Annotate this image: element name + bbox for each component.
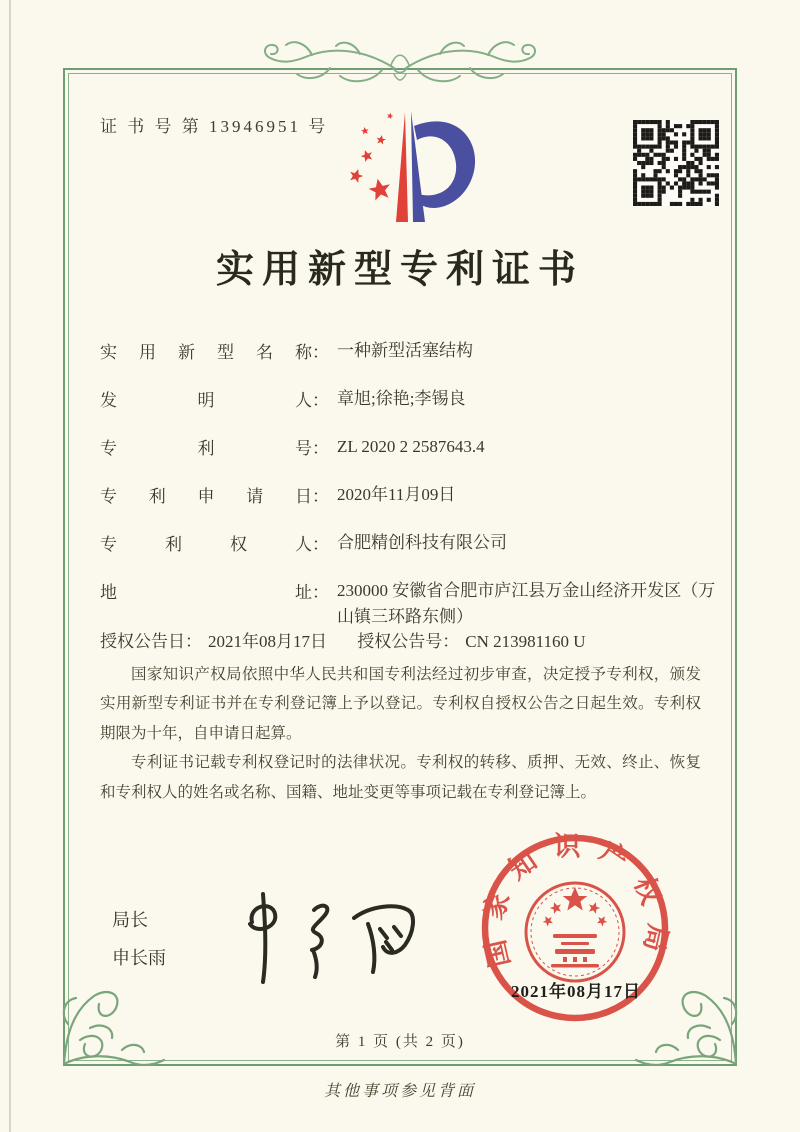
field-value: 230000 安徽省合肥市庐江县万金山经济开发区（万山镇三环路东侧）: [337, 581, 716, 627]
field-row-patentee: [100, 530, 729, 556]
grant-date-value: 2021年08月17日: [208, 632, 327, 651]
field-label: 地址: [100, 583, 312, 602]
cnipa-patent-logo-icon: [334, 98, 482, 236]
director-name: 申长雨: [112, 948, 166, 968]
field-colon: ：: [442, 632, 460, 651]
national-emblem-icon: [526, 883, 624, 981]
field-value: 章旭;徐艳;李锡良: [337, 389, 466, 408]
field-colon: ：: [312, 439, 329, 458]
field-value: ZL 2020 2 2587643.4: [337, 437, 485, 456]
field-row-patent-number: [100, 434, 729, 460]
field-value: 2020年11月09日: [337, 485, 456, 504]
field-colon: ：: [312, 343, 329, 362]
field-label: 专利号: [100, 439, 312, 458]
field-colon: ：: [312, 487, 329, 506]
field-colon: ：: [312, 583, 329, 602]
field-row-filing-date: [100, 482, 729, 508]
field-colon: ：: [185, 632, 202, 651]
certificate-number: 证 书 号 第 13946951 号: [100, 117, 329, 136]
field-label: 发明人: [100, 391, 312, 410]
back-side-note: 其他事项参见背面: [323, 1083, 476, 1100]
grant-no-value: CN 213981160 U: [465, 632, 586, 651]
scan-edge-line: [9, 0, 11, 1132]
legal-text-block: [100, 660, 701, 807]
grant-no-label: 授权公告号: [357, 632, 443, 651]
field-value: 合肥精创科技有限公司: [337, 533, 507, 552]
page-number: 第 1 页 (共 2 页): [335, 1034, 465, 1050]
field-row-inventors: [100, 386, 729, 412]
seal-date: 2021年08月17日: [511, 982, 641, 1001]
field-row-patent-name: [100, 338, 729, 364]
grant-date-label: 授权公告日: [100, 632, 185, 651]
field-value: 一种新型活塞结构: [337, 341, 473, 360]
seal-arc-text: 国家知识产权局: [476, 831, 674, 971]
field-colon: ：: [312, 391, 329, 410]
field-row-address: [100, 578, 729, 631]
legal-paragraph-2: 专利证书记载专利权登记时的法律状况。专利权的转移、质押、无效、终止、恢复和专利权人的姓名或名称、国籍、地址变更等事项记载在专利登记簿上。: [100, 754, 701, 801]
field-label: 实用新型名称: [100, 343, 312, 362]
qr-code-icon: [633, 120, 719, 206]
field-row-grant: [100, 627, 586, 652]
field-label: 专利申请日: [100, 487, 312, 506]
legal-paragraph-1: 国家知识产权局依照中华人民共和国专利法经过初步审查，决定授予专利权，颁发实用新型专利证书并在专利登记簿上予以登记。专利权自授权公告之日起生效。专利权期限为十年，自申请日起算。: [100, 666, 701, 742]
director-title: 局长: [112, 910, 148, 930]
field-colon: ：: [312, 535, 329, 554]
certificate-title: 实用新型专利证书: [215, 249, 584, 291]
field-label: 专利权人: [100, 535, 312, 554]
director-handwritten-signature: [222, 882, 452, 992]
